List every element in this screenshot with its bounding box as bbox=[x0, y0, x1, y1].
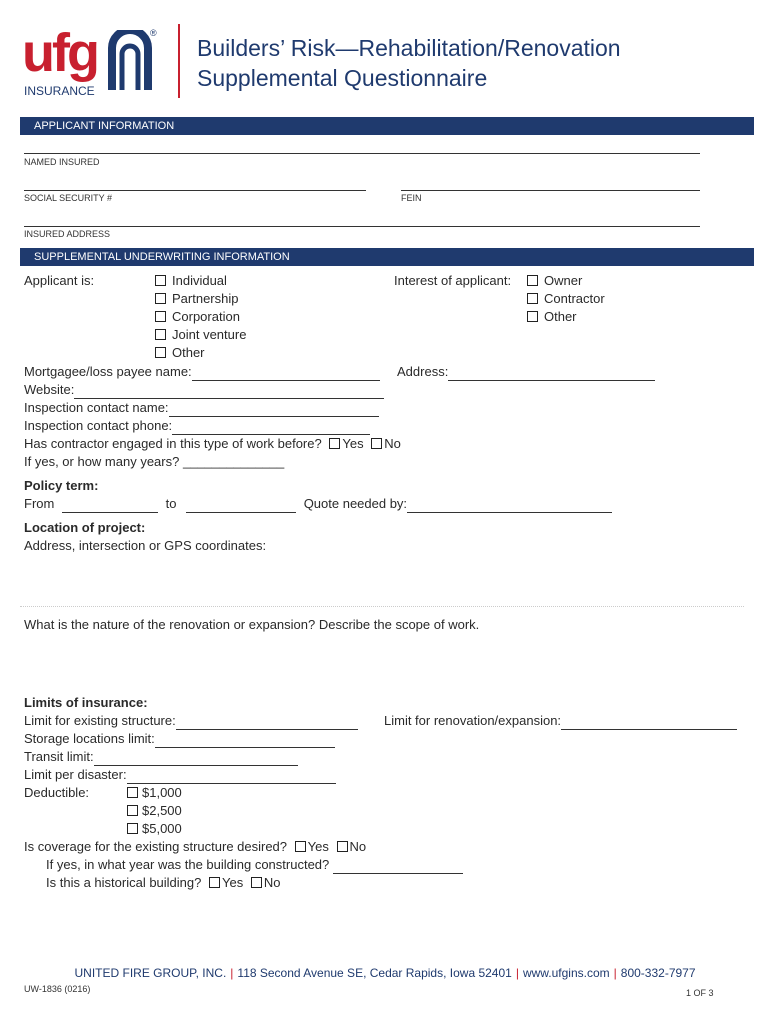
option-2500[interactable]: $2,500 bbox=[127, 802, 182, 820]
ufg-logo-mark-icon bbox=[104, 30, 156, 96]
checkbox-icon[interactable] bbox=[155, 311, 166, 322]
option-corporation[interactable]: Corporation bbox=[155, 308, 246, 326]
checkbox-icon[interactable] bbox=[127, 823, 138, 834]
checkbox-icon[interactable] bbox=[329, 438, 340, 449]
form-id: UW-1836 (0216) bbox=[24, 984, 91, 994]
footer-website-link[interactable]: www.ufgins.com bbox=[522, 966, 610, 980]
option-contractor[interactable]: Contractor bbox=[527, 290, 605, 308]
inspection-phone-row: Inspection contact phone: bbox=[24, 417, 370, 435]
option-interest-other[interactable]: Other bbox=[527, 308, 605, 326]
disaster-limit-row: Limit per disaster: bbox=[24, 766, 336, 784]
insured-address-field[interactable] bbox=[24, 214, 700, 227]
option-1000[interactable]: $1,000 bbox=[127, 784, 182, 802]
location-input-area[interactable] bbox=[24, 556, 744, 604]
checkbox-icon[interactable] bbox=[155, 275, 166, 286]
limits-heading: Limits of insurance: bbox=[24, 695, 148, 710]
website-row: Website: bbox=[24, 381, 384, 399]
to-date-field[interactable] bbox=[186, 499, 296, 513]
named-insured-field[interactable] bbox=[24, 141, 700, 154]
mortgagee-field[interactable] bbox=[192, 367, 380, 381]
checkbox-icon[interactable] bbox=[371, 438, 382, 449]
option-individual[interactable]: Individual bbox=[155, 272, 246, 290]
ssn-field[interactable] bbox=[24, 178, 366, 191]
applicant-type-options bbox=[155, 272, 246, 362]
location-subheading: Address, intersection or GPS coordinates: bbox=[24, 538, 267, 553]
applicant-is-label: Applicant is: bbox=[24, 273, 95, 288]
coverage-row: Is coverage for the existing structure desired? Yes No bbox=[24, 839, 367, 854]
checkbox-icon[interactable] bbox=[127, 787, 138, 798]
checkbox-icon[interactable] bbox=[527, 293, 538, 304]
page-number: 1 OF 3 bbox=[686, 988, 714, 998]
option-other[interactable]: Other bbox=[155, 344, 246, 362]
interest-options bbox=[527, 272, 605, 326]
option-5000[interactable]: $5,000 bbox=[127, 820, 182, 838]
checkbox-icon[interactable] bbox=[527, 311, 538, 322]
insured-address-label: INSURED ADDRESS bbox=[24, 229, 111, 239]
transit-limit-field[interactable] bbox=[94, 752, 298, 766]
named-insured-label: NAMED INSURED bbox=[24, 157, 100, 167]
footer-contact: UNITED FIRE GROUP, INC. | 118 Second Avenue SE, Cedar Rapids, Iowa 52401 | www.ufgins.com | 800-332-7977 bbox=[74, 966, 696, 980]
logo-insurance-text: INSURANCE bbox=[24, 84, 95, 98]
checkbox-icon[interactable] bbox=[209, 877, 220, 888]
deductible-options bbox=[127, 784, 182, 838]
historical-row: Is this a historical building? Yes No bbox=[46, 875, 281, 890]
checkbox-icon[interactable] bbox=[251, 877, 262, 888]
storage-limit-field[interactable] bbox=[155, 734, 335, 748]
storage-limit-row: Storage locations limit: bbox=[24, 730, 335, 748]
policy-term-row: From to Quote needed by: bbox=[24, 495, 612, 513]
mortgagee-row: Mortgagee/loss payee name: bbox=[24, 363, 380, 381]
years-row: If yes, or how many years? ______________ bbox=[24, 454, 285, 469]
nature-input-area[interactable] bbox=[24, 636, 744, 688]
address-row: Address: bbox=[397, 363, 655, 381]
applicant-section-header: APPLICANT INFORMATION bbox=[20, 117, 754, 135]
inspection-name-row: Inspection contact name: bbox=[24, 399, 379, 417]
fein-label: FEIN bbox=[401, 193, 422, 203]
option-joint-venture[interactable]: Joint venture bbox=[155, 326, 246, 344]
nature-of-work-question: What is the nature of the renovation or expansion? Describe the scope of work. bbox=[24, 617, 480, 632]
page-title: Builders’ Risk—Rehabilitation/Renovation Supplemental Questionnaire bbox=[197, 35, 621, 91]
renovation-limit-field[interactable] bbox=[561, 716, 737, 730]
contractor-engaged-row: Has contractor engaged in this type of work before? Yes No bbox=[24, 436, 401, 451]
registered-mark: ® bbox=[150, 28, 157, 38]
existing-limit-row: Limit for existing structure: bbox=[24, 712, 358, 730]
supplemental-section-header: SUPPLEMENTAL UNDERWRITING INFORMATION bbox=[20, 248, 754, 266]
policy-term-heading: Policy term: bbox=[24, 478, 99, 493]
divider bbox=[20, 606, 744, 607]
ufg-logo: ufg bbox=[22, 23, 97, 83]
checkbox-icon[interactable] bbox=[155, 329, 166, 340]
fein-field[interactable] bbox=[401, 178, 700, 191]
from-date-field[interactable] bbox=[62, 499, 158, 513]
inspection-phone-field[interactable] bbox=[172, 421, 370, 435]
transit-limit-row: Transit limit: bbox=[24, 748, 298, 766]
option-partnership[interactable]: Partnership bbox=[155, 290, 246, 308]
address-field[interactable] bbox=[448, 367, 655, 381]
website-field[interactable] bbox=[74, 385, 384, 399]
deductible-label: Deductible: bbox=[24, 785, 90, 800]
checkbox-icon[interactable] bbox=[295, 841, 306, 852]
header-divider bbox=[178, 24, 180, 98]
checkbox-icon[interactable] bbox=[337, 841, 348, 852]
location-heading: Location of project: bbox=[24, 520, 146, 535]
checkbox-icon[interactable] bbox=[155, 347, 166, 358]
checkbox-icon[interactable] bbox=[155, 293, 166, 304]
quote-date-field[interactable] bbox=[407, 499, 612, 513]
interest-label: Interest of applicant: bbox=[394, 273, 512, 288]
checkbox-icon[interactable] bbox=[527, 275, 538, 286]
renovation-limit-row: Limit for renovation/expansion: bbox=[384, 712, 737, 730]
existing-limit-field[interactable] bbox=[176, 716, 358, 730]
ssn-label: SOCIAL SECURITY # bbox=[24, 193, 113, 203]
year-built-field[interactable] bbox=[333, 860, 463, 874]
checkbox-icon[interactable] bbox=[127, 805, 138, 816]
option-owner[interactable]: Owner bbox=[527, 272, 605, 290]
disaster-limit-field[interactable] bbox=[127, 770, 336, 784]
inspection-name-field[interactable] bbox=[169, 403, 379, 417]
year-built-row: If yes, in what year was the building constructed? bbox=[46, 856, 463, 874]
